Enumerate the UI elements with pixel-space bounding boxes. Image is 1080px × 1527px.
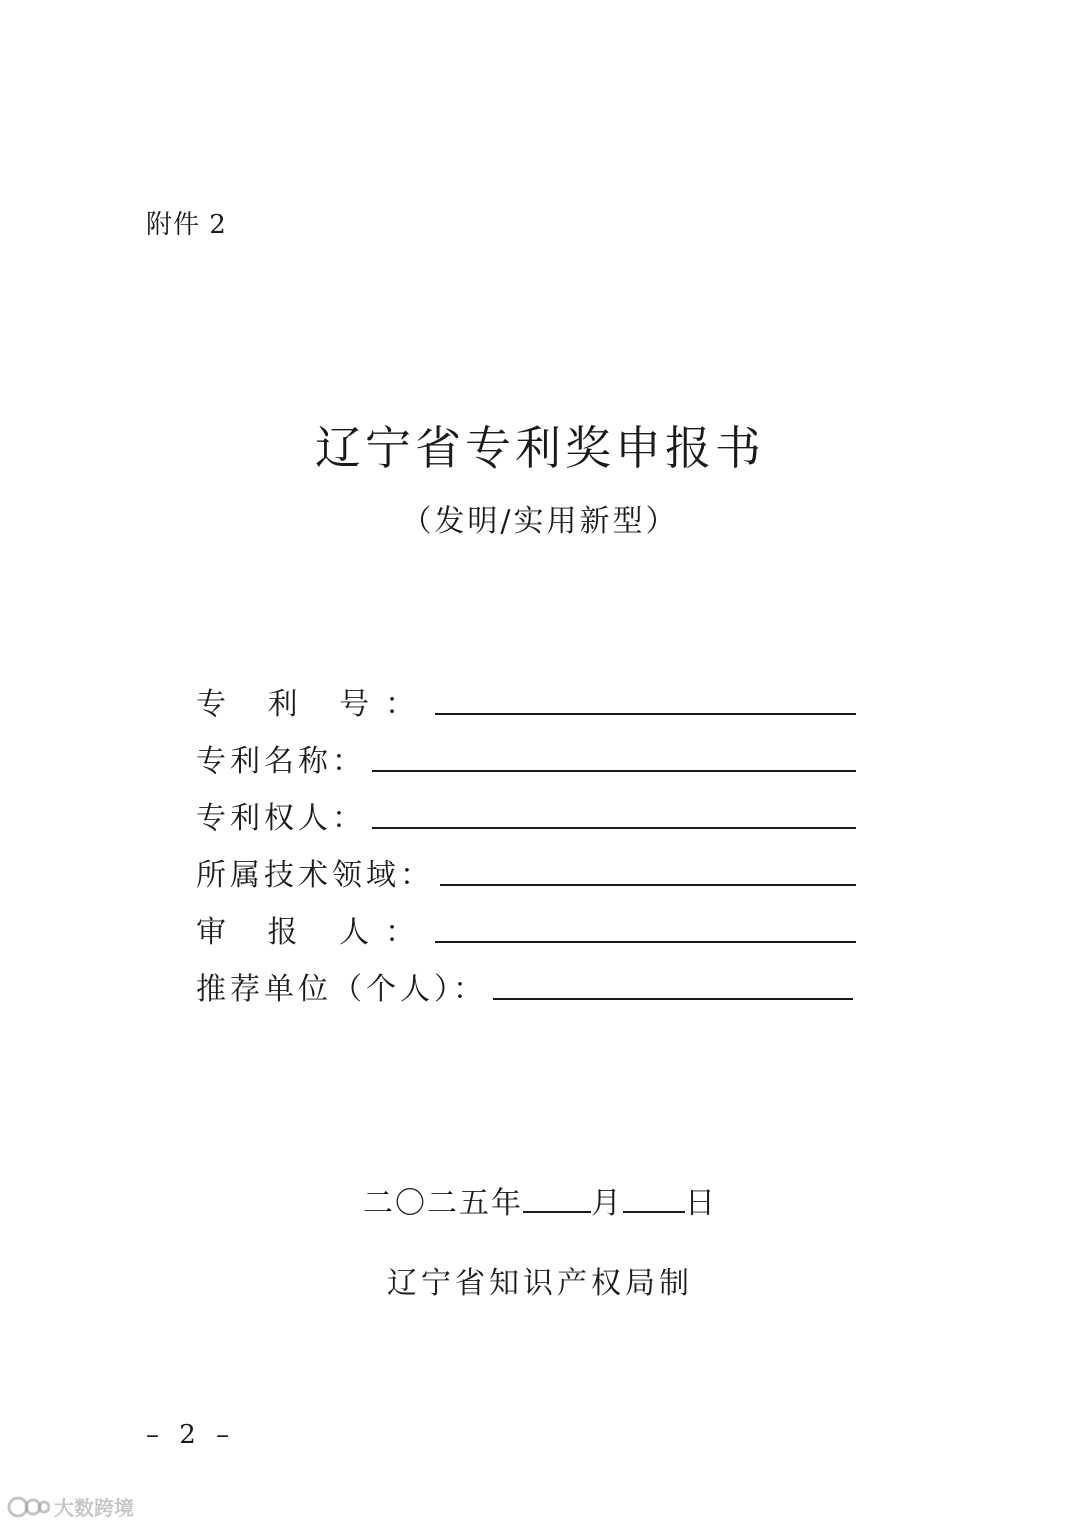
date-year: 二〇二五年 — [363, 1186, 523, 1221]
attachment-label: 附件 2 — [146, 210, 227, 240]
watermark-text: 大数跨境 — [54, 1496, 134, 1520]
document-title: 辽宁省专利奖申报书 — [315, 421, 765, 475]
issuer: 辽宁省知识产权局制 — [387, 1266, 693, 1301]
field-label: 推荐单位（个人）： — [196, 972, 487, 1007]
patent-number-line[interactable] — [435, 683, 856, 715]
recommender-line[interactable] — [493, 968, 853, 1000]
field-technical-domain — [196, 837, 856, 894]
patent-name-line[interactable] — [372, 740, 856, 772]
document-subtitle: （发明/实用新型） — [401, 504, 679, 539]
field-recommender — [196, 951, 856, 1008]
date-day-unit: 日 — [685, 1186, 717, 1221]
applicant-line[interactable] — [435, 911, 856, 943]
field-patent-name — [196, 723, 856, 780]
page-number: – 2 – — [146, 1420, 236, 1450]
watermark-logo-icon — [6, 1495, 50, 1519]
date-month-unit: 月 — [591, 1186, 623, 1221]
field-label: 所属技术领域： — [196, 858, 434, 893]
field-label: 专利名称： — [196, 744, 366, 779]
application-form — [196, 666, 856, 1008]
field-patent-holder — [196, 780, 856, 837]
technical-domain-line[interactable] — [440, 854, 856, 886]
month-blank[interactable] — [523, 1185, 591, 1213]
field-label: 专 利 号： — [196, 687, 432, 722]
patent-holder-line[interactable] — [372, 797, 856, 829]
field-label: 专利权人： — [196, 801, 366, 836]
field-patent-number — [196, 666, 856, 723]
watermark — [6, 1492, 134, 1521]
date-line — [0, 1178, 1080, 1222]
field-label: 审 报 人： — [196, 915, 432, 950]
field-applicant — [196, 894, 856, 951]
day-blank[interactable] — [623, 1185, 685, 1213]
